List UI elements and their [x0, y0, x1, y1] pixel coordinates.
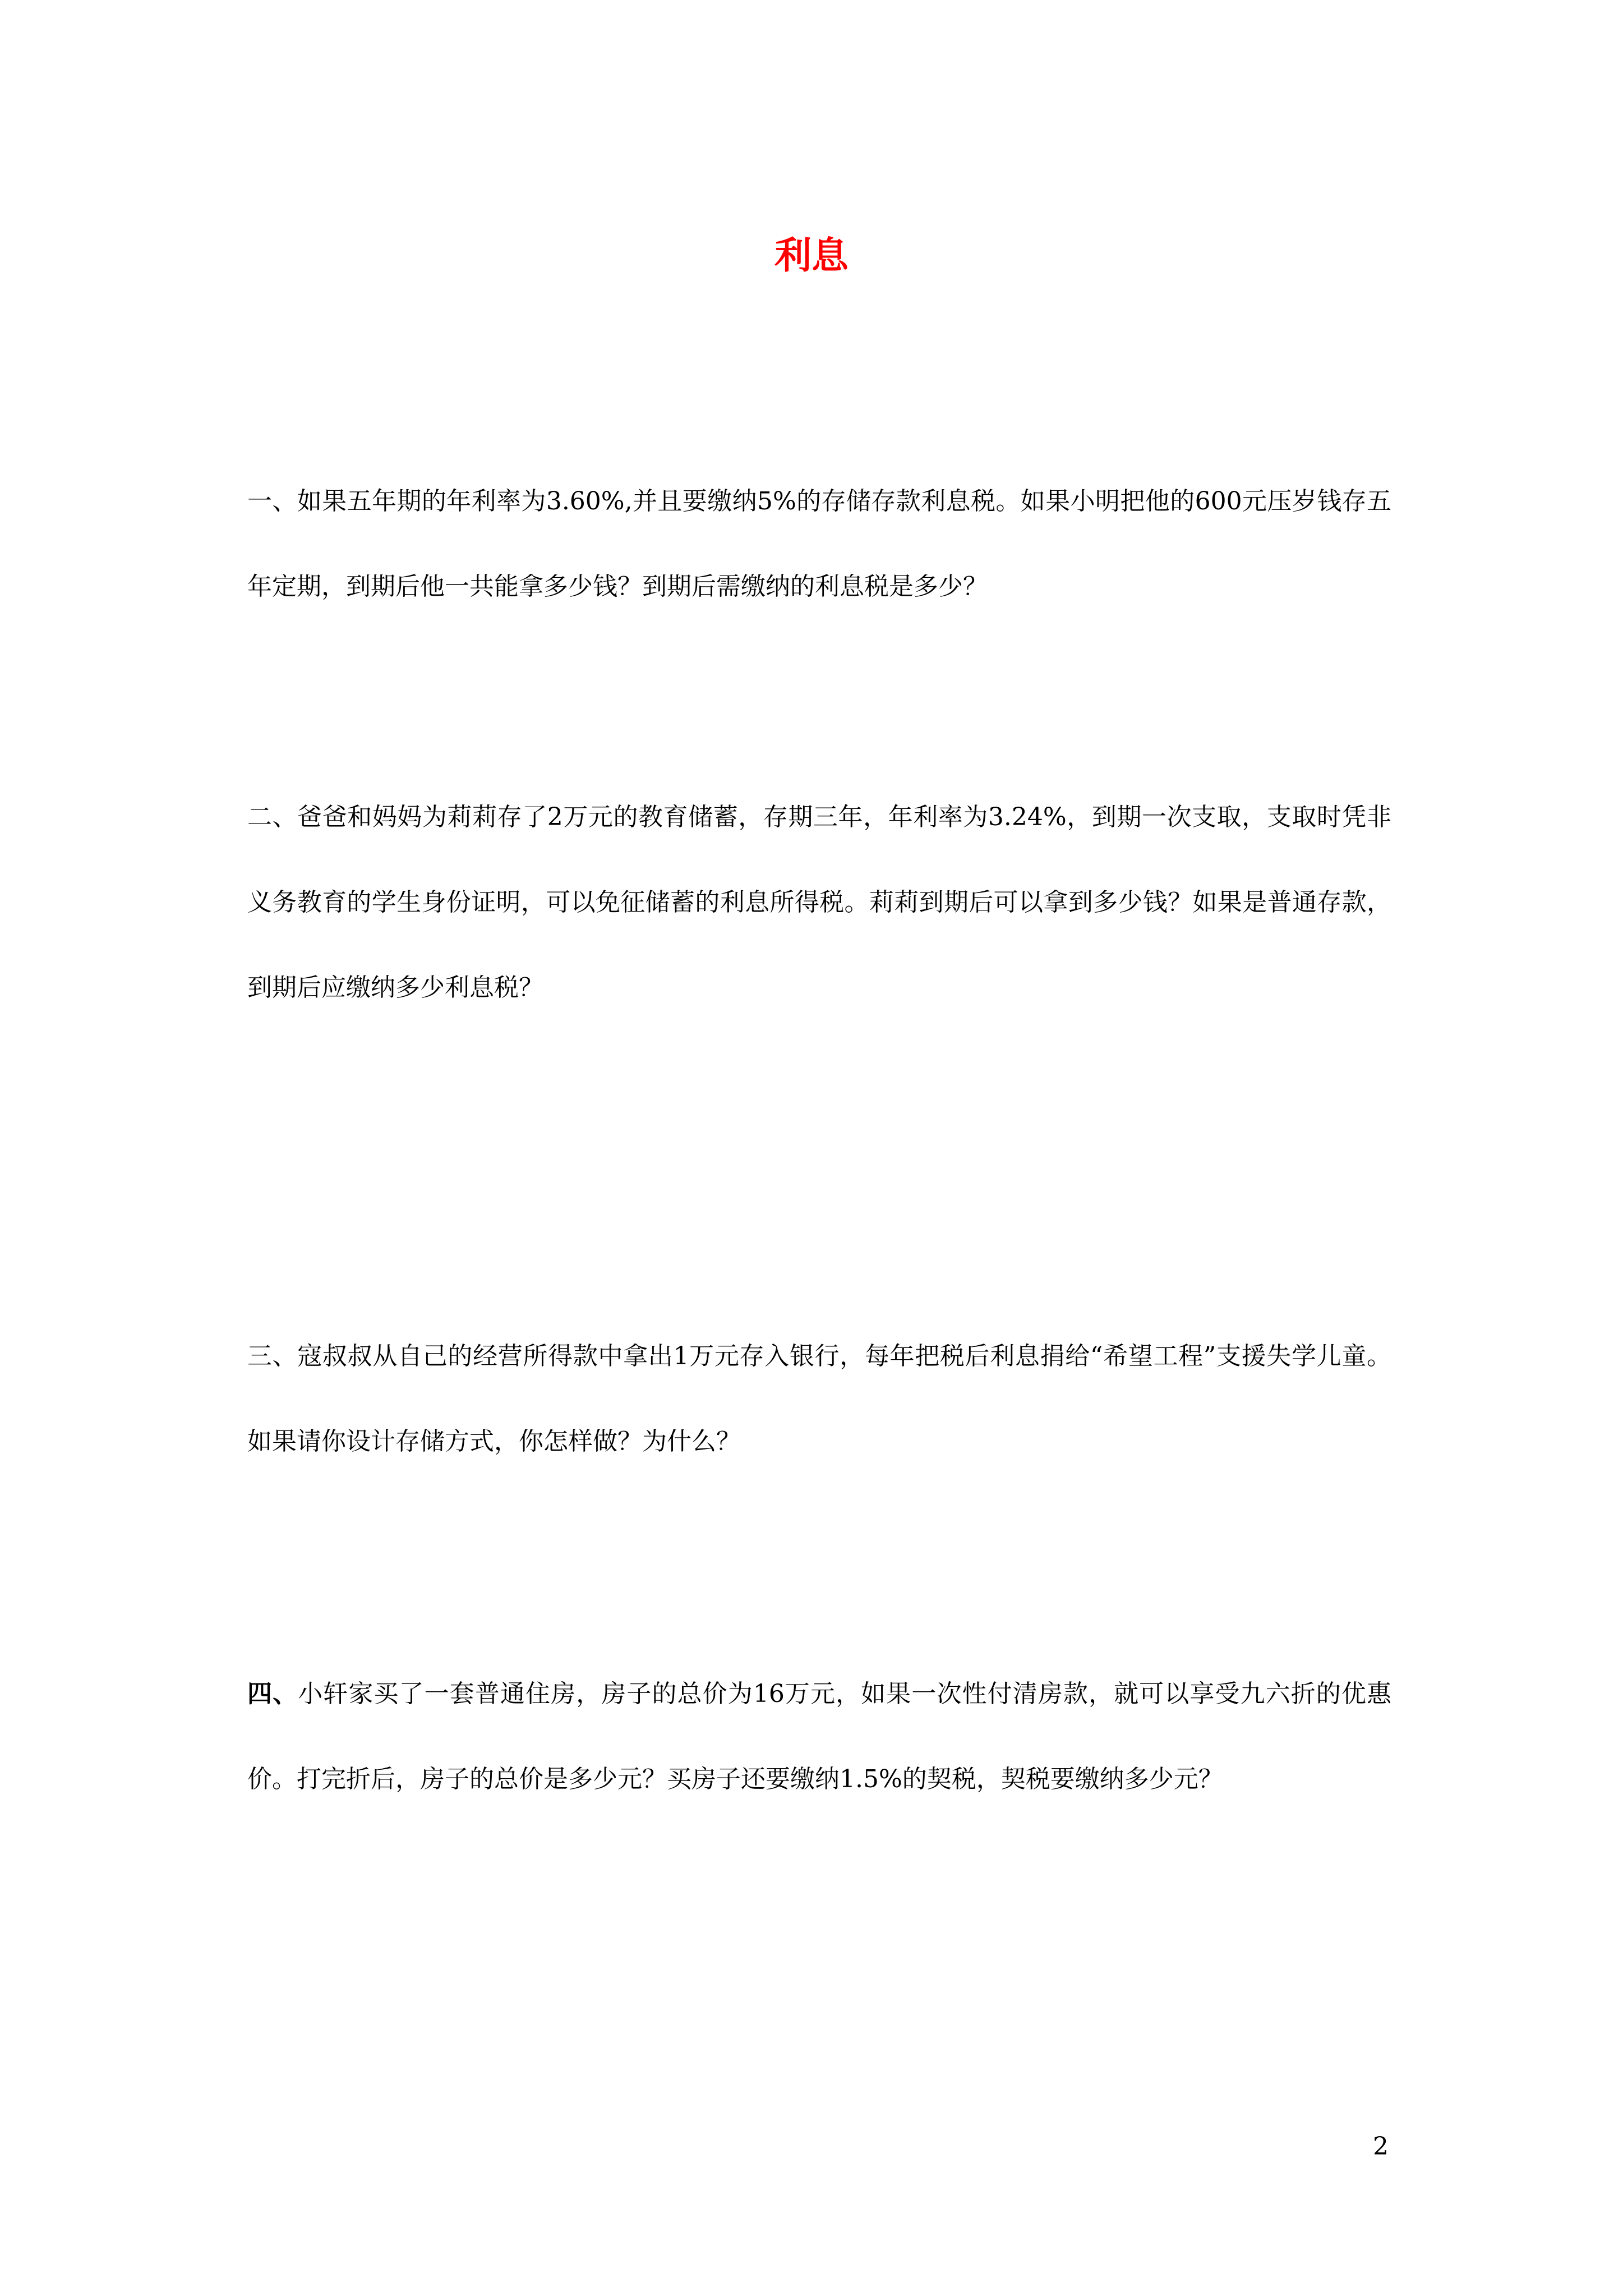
question-3	[247, 1314, 1391, 1484]
question-text: 爸爸和妈妈为莉莉存了2万元的教育储蓄，存期三年，年利率为3.24%，到期一次支取，支取时凭非义务教育的学生身份证明，可以免征储蓄的利息所得税。莉莉到期后可以拿到多少钱？如果是普通存款，到期后应缴纳多少利息税？	[247, 803, 1392, 1002]
question-2	[247, 775, 1391, 1030]
question-number: 二、	[247, 803, 298, 831]
question-number: 一、	[247, 487, 297, 516]
page-number: 2	[1373, 2132, 1389, 2161]
question-1	[247, 459, 1391, 629]
question-number: 四、	[247, 1680, 298, 1708]
question-number: 三、	[247, 1342, 298, 1370]
question-4	[247, 1651, 1391, 1822]
question-text: 如果五年期的年利率为3.60%,并且要缴纳5%的存储存款利息税。如果小明把他的600元压岁钱存五年定期，到期后他一共能拿多少钱？到期后需缴纳的利息税是多少？	[247, 487, 1392, 601]
question-text: 小轩家买了一套普通住房，房子的总价为16万元，如果一次性付清房款，就可以享受九六折的优惠价。打完折后，房子的总价是多少元？买房子还要缴纳1.5%的契税，契税要缴纳多少元？	[247, 1680, 1392, 1793]
page-title: 利息	[774, 233, 849, 278]
question-text: 寇叔叔从自己的经营所得款中拿出1万元存入银行，每年把税后利息捐给“希望工程”支援失学儿童。如果请你设计存储方式，你怎样做？为什么？	[247, 1342, 1392, 1456]
